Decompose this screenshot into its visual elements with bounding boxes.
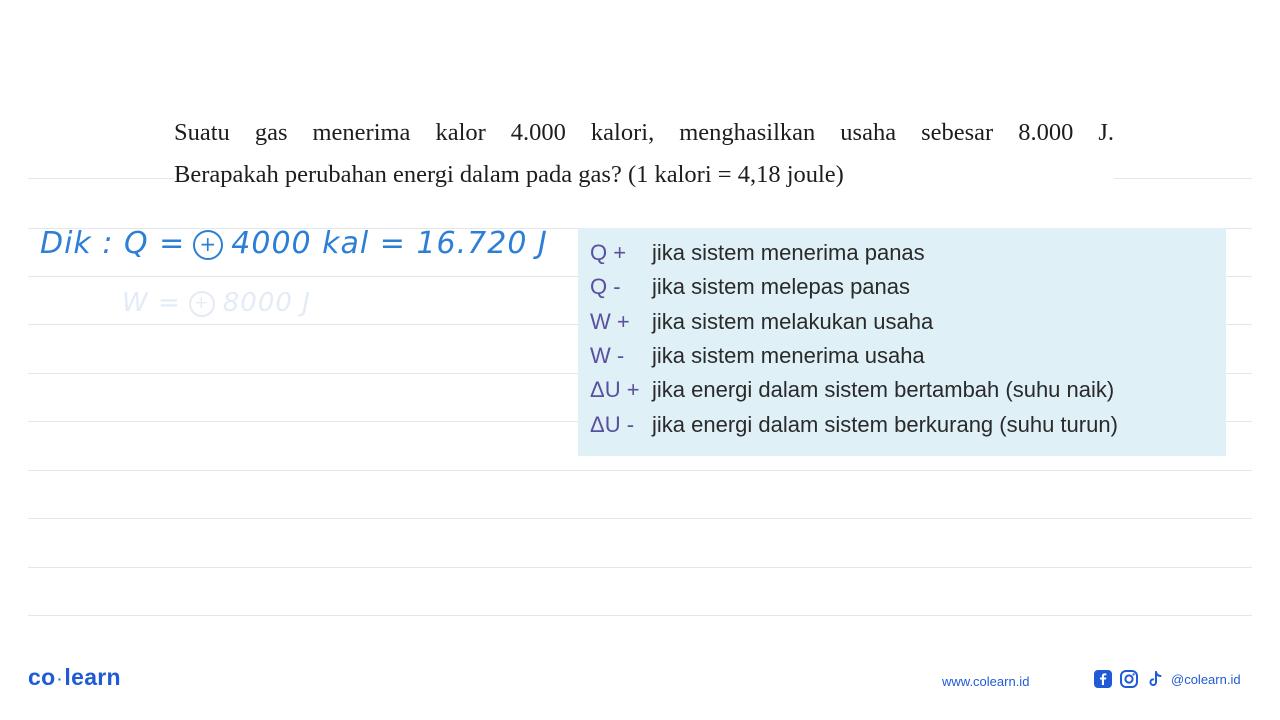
sign-row xyxy=(590,305,1226,339)
colearn-logo xyxy=(28,664,121,691)
facebook-icon[interactable] xyxy=(1093,669,1113,689)
rule-line xyxy=(28,470,1252,471)
logo-dot: · xyxy=(57,670,63,687)
sign-symbol: W + xyxy=(590,308,630,334)
circled-plus-sign: + xyxy=(193,230,223,260)
sign-symbol: Q - xyxy=(590,274,621,300)
hand-prefix: Dik : Q = xyxy=(40,226,186,261)
sign-symbol: W - xyxy=(590,343,625,369)
logo-left: co xyxy=(28,664,56,690)
rule-line xyxy=(28,567,1252,568)
question-line-2: Berapakah perubahan energi dalam pada gas? (1 kalori = 4,18 joule) xyxy=(174,161,844,188)
sign-description: jika sistem melakukan usaha xyxy=(652,308,934,334)
rule-line xyxy=(28,615,1252,616)
sign-symbol: ΔU + xyxy=(590,377,640,403)
handwritten-line-2 xyxy=(122,288,311,318)
sign-description: jika energi dalam sistem berkurang (suhu turun) xyxy=(652,411,1118,437)
sign-description: jika energi dalam sistem bertambah (suhu naik) xyxy=(652,377,1115,403)
sign-symbol: Q + xyxy=(590,240,627,266)
logo-right: learn xyxy=(64,664,121,690)
sign-convention-box xyxy=(578,228,1226,456)
question-line-1: Suatu gas menerima kalor 4.000 kalori, menghasilkan usaha sebesar 8.000 J. xyxy=(174,119,1114,146)
instagram-icon[interactable] xyxy=(1119,669,1139,689)
sign-symbol: ΔU - xyxy=(590,411,635,437)
sign-row xyxy=(590,373,1226,407)
handwritten-line-1 xyxy=(40,226,548,261)
website-link[interactable]: www.colearn.id xyxy=(942,674,1030,689)
hand-prefix: W = xyxy=(122,288,181,318)
rule-line xyxy=(28,518,1252,519)
hand-rest: 4000 kal = 16.720 J xyxy=(231,226,548,261)
hand-rest: 8000 J xyxy=(222,288,311,318)
sign-description: jika sistem menerima usaha xyxy=(652,343,925,369)
circled-plus-sign: + xyxy=(189,291,215,317)
tiktok-icon[interactable] xyxy=(1145,669,1165,689)
sign-row xyxy=(590,236,1226,270)
sign-row xyxy=(590,270,1226,304)
sign-row xyxy=(590,339,1226,373)
sign-description: jika sistem melepas panas xyxy=(652,274,911,300)
sign-row xyxy=(590,407,1226,441)
sign-description: jika sistem menerima panas xyxy=(652,240,925,266)
social-links xyxy=(1093,669,1241,689)
question-text xyxy=(174,112,1114,196)
social-handle[interactable]: @colearn.id xyxy=(1171,671,1241,687)
